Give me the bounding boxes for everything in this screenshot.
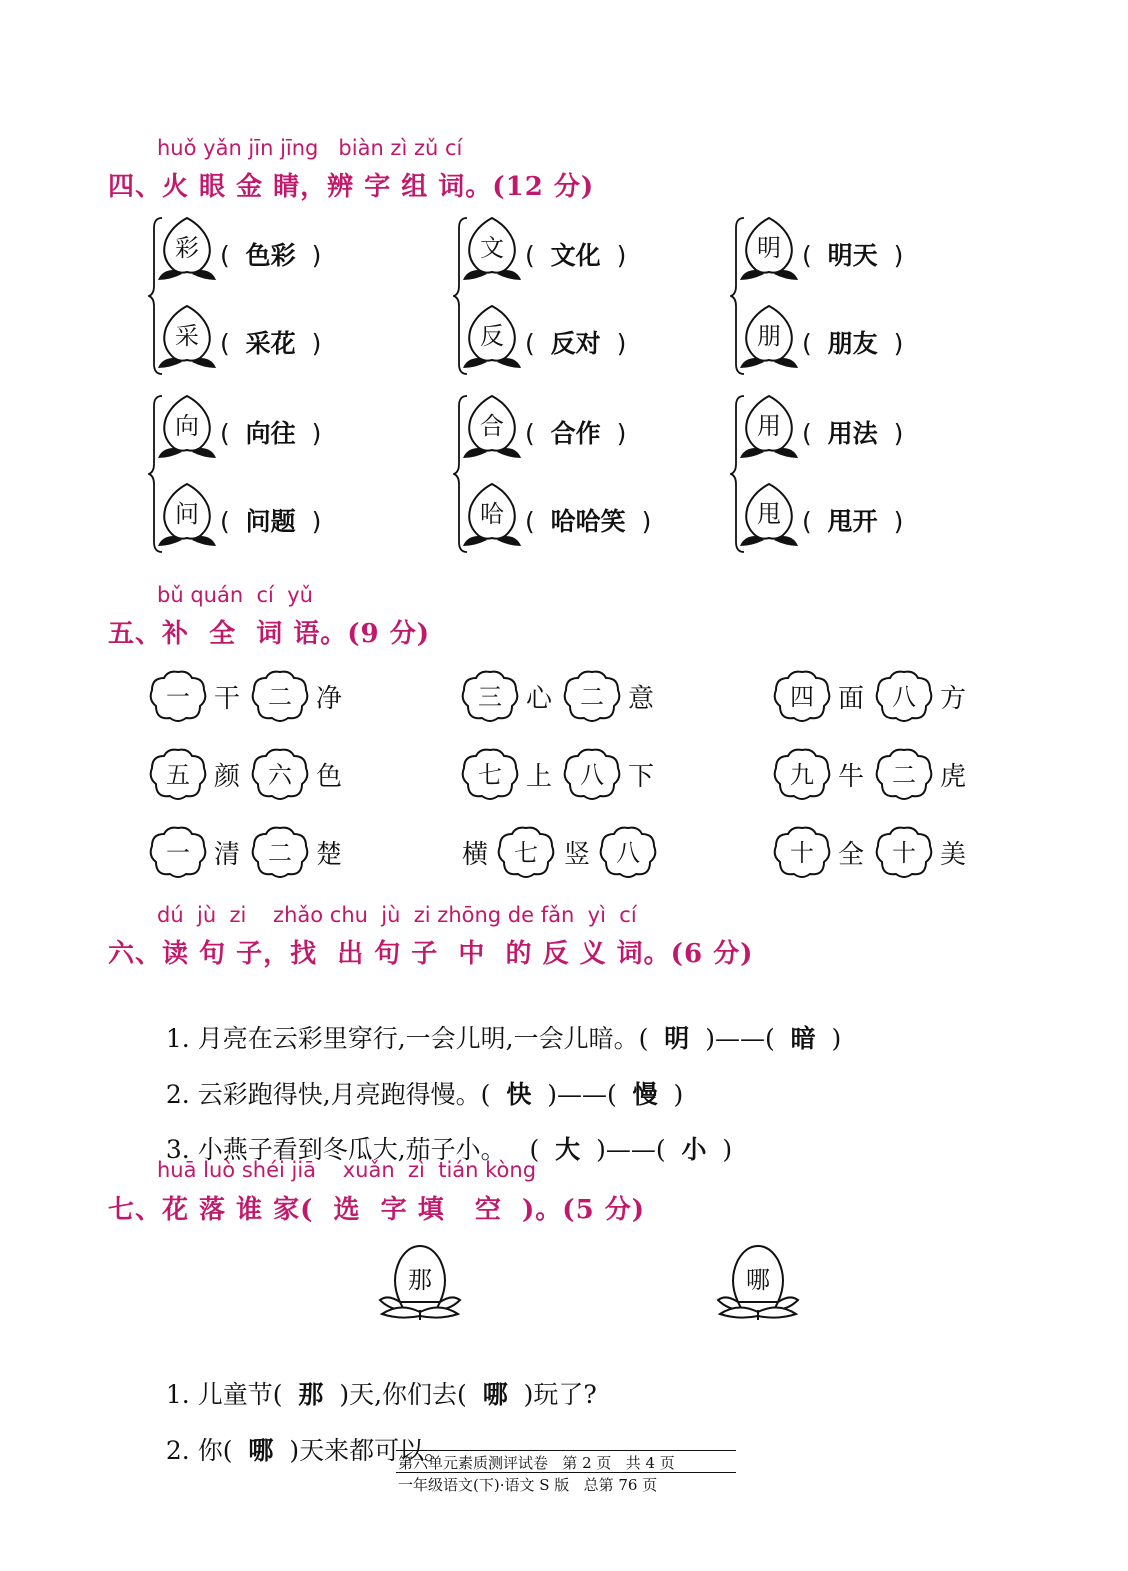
answer-a: 大 <box>555 1135 581 1164</box>
flower-char-box <box>598 824 658 880</box>
answer-word: 反对 <box>550 329 601 358</box>
peach-char-box <box>156 392 218 460</box>
flower-char: 八 <box>616 839 640 867</box>
peach-char: 明 <box>757 234 781 262</box>
flower-char-box <box>772 746 832 802</box>
flower-char: 四 <box>790 683 814 711</box>
flower-char: 八 <box>892 683 916 711</box>
idiom-char: 干 <box>214 684 241 714</box>
flower-char-box <box>460 668 520 724</box>
peach-char: 朋 <box>757 322 781 350</box>
answer-word: 甩开 <box>827 507 878 536</box>
flower-pot-option-1 <box>370 1240 470 1325</box>
text-part: )天来都可以。 <box>289 1436 450 1465</box>
item-number: 1. <box>165 1380 190 1409</box>
peach-char-box <box>461 214 523 282</box>
idiom-char: 清 <box>214 840 241 870</box>
peach-char: 用 <box>757 412 781 440</box>
item-text: 小燕子看到冬瓜大,茄子小。 <box>197 1135 506 1164</box>
flower-pot-option-2 <box>708 1240 808 1325</box>
idiom-char: 楚 <box>316 840 343 870</box>
sec6-item-1: 1. 月亮在云彩里穿行,一会儿明,一会儿暗。( 明 )——( 暗 ) <box>165 1024 842 1053</box>
flower-char: 六 <box>268 761 292 789</box>
answer-word: 向往 <box>245 419 296 448</box>
sec5-pinyin: bǔ quán cí yǔ <box>157 583 313 607</box>
flower-char: 七 <box>514 839 538 867</box>
answer: 哪 <box>482 1380 508 1409</box>
peach-answer: ( 问题 ) <box>220 507 322 536</box>
flower-char: 二 <box>268 839 292 867</box>
peach-answer: ( 合作 ) <box>525 419 627 448</box>
idiom-char: 全 <box>838 840 865 870</box>
peach-char-box <box>156 214 218 282</box>
flower-char-box <box>148 824 208 880</box>
sec7-pinyin: huā luò shéi jiā xuǎn zì tián kòng <box>157 1158 537 1182</box>
peach-char-box <box>738 392 800 460</box>
idiom-char: 色 <box>316 762 343 792</box>
sec4-pinyin: huǒ yǎn jīn jīng biàn zì zǔ cí <box>157 136 463 160</box>
peach-char-box <box>156 480 218 548</box>
sec6-item-2: 2. 云彩跑得快,月亮跑得慢。( 快 )——( 慢 ) <box>165 1080 684 1109</box>
peach-char-box <box>461 302 523 370</box>
flower-char-box <box>772 668 832 724</box>
flower-char: 二 <box>580 683 604 711</box>
answer-a: 明 <box>664 1024 690 1053</box>
item-text: 云彩跑得快,月亮跑得慢。 <box>197 1080 481 1109</box>
peach-char: 问 <box>175 500 199 528</box>
peach-answer: ( 朋友 ) <box>802 329 904 358</box>
answer-word: 朋友 <box>827 329 878 358</box>
item-number: 3. <box>165 1135 190 1164</box>
idiom-char: 下 <box>628 762 655 792</box>
flower-char: 九 <box>790 761 814 789</box>
idiom-char: 面 <box>838 684 865 714</box>
sec6-item-3: 3. 小燕子看到冬瓜大,茄子小。 ( 大 )——( 小 ) <box>165 1135 733 1164</box>
answer-b: 慢 <box>632 1080 658 1109</box>
idiom-char: 牛 <box>838 762 865 792</box>
text-part: )玩了? <box>523 1380 597 1409</box>
flower-char-box <box>250 668 310 724</box>
answer-word: 用法 <box>827 419 878 448</box>
footer-rule-mid <box>396 1472 736 1473</box>
answer: 那 <box>298 1380 324 1409</box>
flower-char: 七 <box>478 761 502 789</box>
footer-line-2: 一年级语文(下)·语文 S 版 总第 76 页 <box>398 1476 658 1494</box>
flower-char: 二 <box>268 683 292 711</box>
sec4-title: 四、火 眼 金 睛，辨 字 组 词。(12 分) <box>108 172 595 202</box>
peach-char: 反 <box>480 322 504 350</box>
peach-answer: ( 用法 ) <box>802 419 904 448</box>
text-part: 儿童节( <box>197 1380 283 1409</box>
sec6-pinyin: dú jù zi zhǎo chu jù zi zhōng de fǎn yì cí <box>157 903 637 927</box>
peach-answer: ( 色彩 ) <box>220 241 322 270</box>
idiom-char: 方 <box>940 684 967 714</box>
peach-char: 合 <box>480 412 504 440</box>
peach-answer: ( 文化 ) <box>525 241 627 270</box>
peach-char: 甩 <box>757 500 781 528</box>
idiom-char: 竖 <box>564 840 591 870</box>
answer-word: 问题 <box>245 507 296 536</box>
answer-b: 暗 <box>790 1024 816 1053</box>
item-text: 月亮在云彩里穿行,一会儿明,一会儿暗。 <box>197 1024 639 1053</box>
answer-word: 哈哈笑 <box>550 507 626 536</box>
sec5-title: 五、补 全 词 语。(9 分) <box>108 619 431 649</box>
idiom-char: 美 <box>940 840 967 870</box>
idiom-char: 心 <box>526 684 553 714</box>
peach-answer: ( 甩开 ) <box>802 507 904 536</box>
peach-char-box <box>738 214 800 282</box>
answer-word: 采花 <box>245 329 296 358</box>
idiom-char: 横 <box>462 840 489 870</box>
idiom-char: 颜 <box>214 762 241 792</box>
flower-char-box <box>496 824 556 880</box>
idiom-char: 虎 <box>940 762 967 792</box>
answer-word: 文化 <box>550 241 601 270</box>
peach-answer: ( 反对 ) <box>525 329 627 358</box>
flower-char: 十 <box>892 839 916 867</box>
flower-char-box <box>874 746 934 802</box>
item-number: 2. <box>165 1436 190 1465</box>
item-number: 1. <box>165 1024 190 1053</box>
flower-char-box <box>874 824 934 880</box>
flower-char: 一 <box>166 683 190 711</box>
peach-char-box <box>461 480 523 548</box>
footer-line-1: 第六单元素质测评试卷 第 2 页 共 4 页 <box>398 1454 675 1472</box>
flower-char-box <box>148 746 208 802</box>
peach-char: 哈 <box>480 500 504 528</box>
flower-char: 二 <box>892 761 916 789</box>
flower-char: 一 <box>166 839 190 867</box>
flower-char: 三 <box>478 683 502 711</box>
idiom-char: 上 <box>526 762 553 792</box>
idiom-char: 意 <box>628 684 655 714</box>
peach-char: 采 <box>175 322 199 350</box>
option-char: 哪 <box>746 1266 770 1294</box>
peach-answer: ( 向往 ) <box>220 419 322 448</box>
text-part: 你( <box>197 1436 233 1465</box>
item-number: 2. <box>165 1080 190 1109</box>
sec6-title: 六、读 句 子，找 出 句 子 中 的 反 义 词。(6 分) <box>108 939 754 969</box>
answer-word: 色彩 <box>245 241 296 270</box>
flower-char: 八 <box>580 761 604 789</box>
footer-rule-top <box>396 1450 736 1451</box>
peach-answer: ( 哈哈笑 ) <box>525 507 652 536</box>
peach-char-box <box>156 302 218 370</box>
option-char: 那 <box>408 1266 432 1294</box>
flower-char-box <box>460 746 520 802</box>
text-part: )天,你们去( <box>339 1380 467 1409</box>
answer-word: 明天 <box>827 241 878 270</box>
peach-char: 彩 <box>175 234 199 262</box>
flower-char-box <box>250 824 310 880</box>
flower-char-box <box>562 746 622 802</box>
flower-char-box <box>562 668 622 724</box>
peach-answer: ( 采花 ) <box>220 329 322 358</box>
sec7-title: 七、花 落 谁 家( 选 字 填 空 )。(5 分) <box>108 1195 646 1225</box>
peach-char: 文 <box>480 234 504 262</box>
peach-char-box <box>738 480 800 548</box>
peach-char-box <box>738 302 800 370</box>
flower-char: 五 <box>166 761 190 789</box>
answer-b: 小 <box>681 1135 707 1164</box>
peach-char-box <box>461 392 523 460</box>
answer-word: 合作 <box>550 419 601 448</box>
peach-answer: ( 明天 ) <box>802 241 904 270</box>
flower-char-box <box>772 824 832 880</box>
answer-a: 快 <box>506 1080 532 1109</box>
flower-char-box <box>148 668 208 724</box>
flower-char-box <box>874 668 934 724</box>
flower-char: 十 <box>790 839 814 867</box>
idiom-char: 净 <box>316 684 343 714</box>
flower-char-box <box>250 746 310 802</box>
answer: 哪 <box>248 1436 274 1465</box>
peach-char: 向 <box>175 412 199 440</box>
